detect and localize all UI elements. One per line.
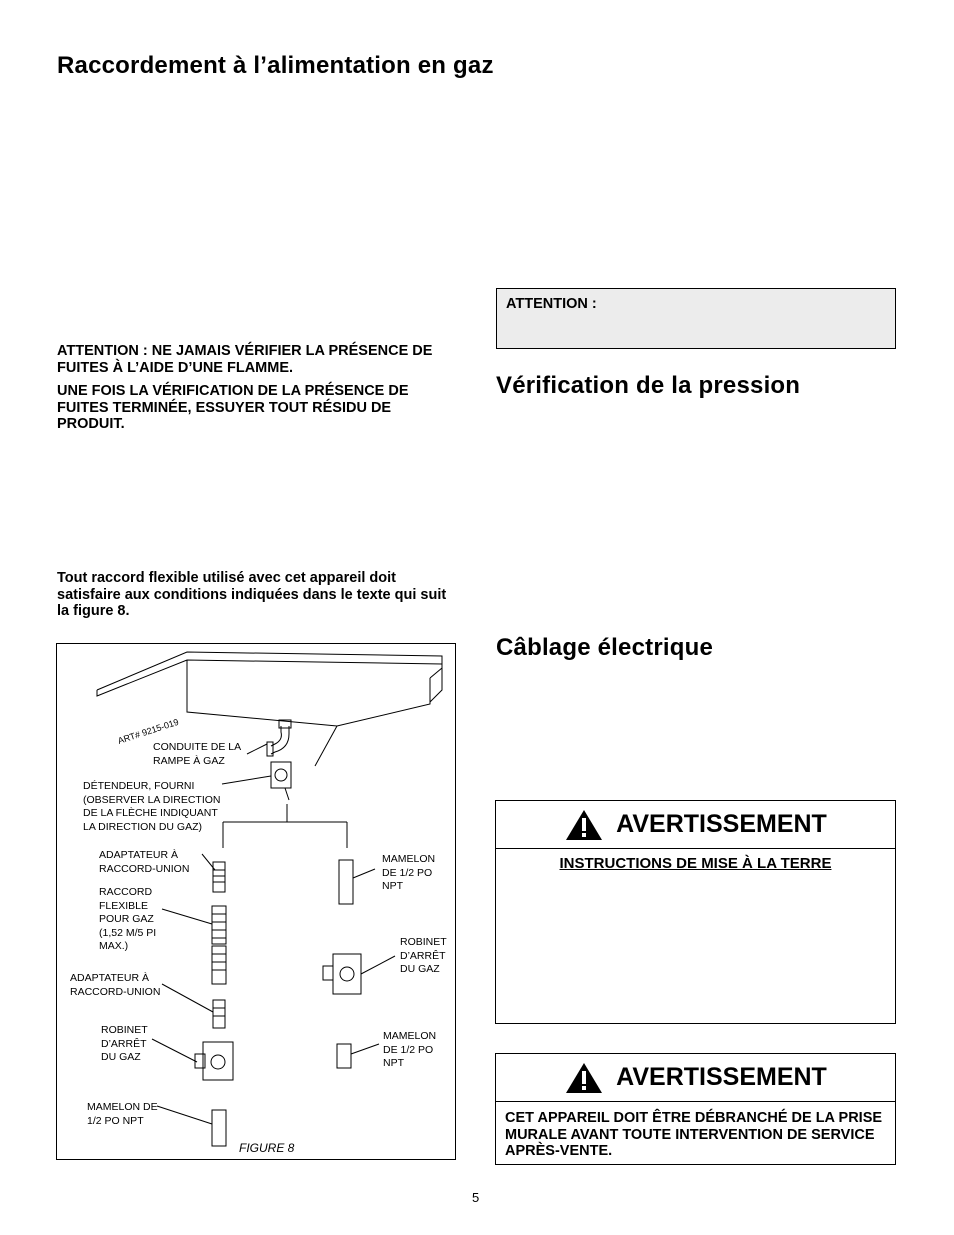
art-number: ART# 9215-019 — [116, 716, 180, 746]
grounding-instructions-title: INSTRUCTIONS DE MISE À LA TERRE — [559, 855, 832, 872]
label-mamelon-bottom: MAMELON DE 1/2 PO NPT — [87, 1101, 158, 1127]
pressure-heading: Vérification de la pression — [496, 372, 801, 399]
page-number: 5 — [472, 1190, 480, 1205]
warning-triangle-icon — [564, 808, 604, 842]
page-title: Raccordement à l’alimentation en gaz — [57, 52, 494, 79]
figure-8 — [56, 643, 456, 1160]
label-adaptateur-2: ADAPTATEUR À RACCORD-UNION — [70, 972, 161, 998]
figure-caption: FIGURE 8 — [239, 1141, 295, 1155]
warning-header — [496, 801, 895, 849]
warning-title: AVERTISSEMENT — [616, 1063, 827, 1091]
caution-flame-text: ATTENTION : NE JAMAIS VÉRIFIER LA PRÉSENCE DE FUITES À L’AIDE D’UNE FLAMME. — [57, 343, 433, 376]
wipe-residue-text: UNE FOIS LA VÉRIFICATION DE LA PRÉSENCE DE FUITES TERMINÉE, ESSUYER TOUT RÉSIDU DE PRODUIT. — [57, 383, 409, 432]
electrical-heading: Câblage électrique — [496, 634, 714, 661]
label-mamelon-right-1: MAMELON DE 1/2 PO NPT — [382, 853, 436, 892]
label-robinet-left: ROBINET D’ARRÊT DU GAZ — [101, 1024, 148, 1063]
warning-triangle-icon — [564, 1061, 604, 1095]
attention-box — [496, 288, 896, 349]
warning-box-unplug — [495, 1053, 896, 1165]
warning-title: AVERTISSEMENT — [616, 810, 827, 838]
label-raccord-flexible: RACCORD FLEXIBLE POUR GAZ (1,52 M/5 PI MAX.) — [99, 886, 157, 952]
label-detendeur: DÉTENDEUR, FOURNI (OBSERVER LA DIRECTION DE LA FLÈCHE INDIQUANT LA DIRECTION DU GAZ) — [83, 780, 221, 833]
unplug-warning-text: CET APPAREIL DOIT ÊTRE DÉBRANCHÉ DE LA PRISE MURALE AVANT TOUTE INTERVENTION DE SERVICE APRÈS-VENTE. — [505, 1110, 883, 1159]
attention-label: ATTENTION : — [506, 296, 597, 312]
label-adaptateur-1: ADAPTATEUR À RACCORD-UNION — [99, 849, 190, 875]
label-mamelon-right-2: MAMELON DE 1/2 PO NPT — [383, 1030, 437, 1069]
warning-box-grounding — [495, 800, 896, 1024]
warning-header — [496, 1054, 895, 1102]
flex-connector-note: Tout raccord flexible utilisé avec cet appareil doit satisfaire aux conditions indiquées dans le texte qui suit la figure 8. — [57, 570, 447, 619]
label-robinet-right: ROBINET D’ARRÊT DU GAZ — [400, 936, 447, 975]
label-conduite: CONDUITE DE LA RAMPE À GAZ — [153, 741, 242, 767]
